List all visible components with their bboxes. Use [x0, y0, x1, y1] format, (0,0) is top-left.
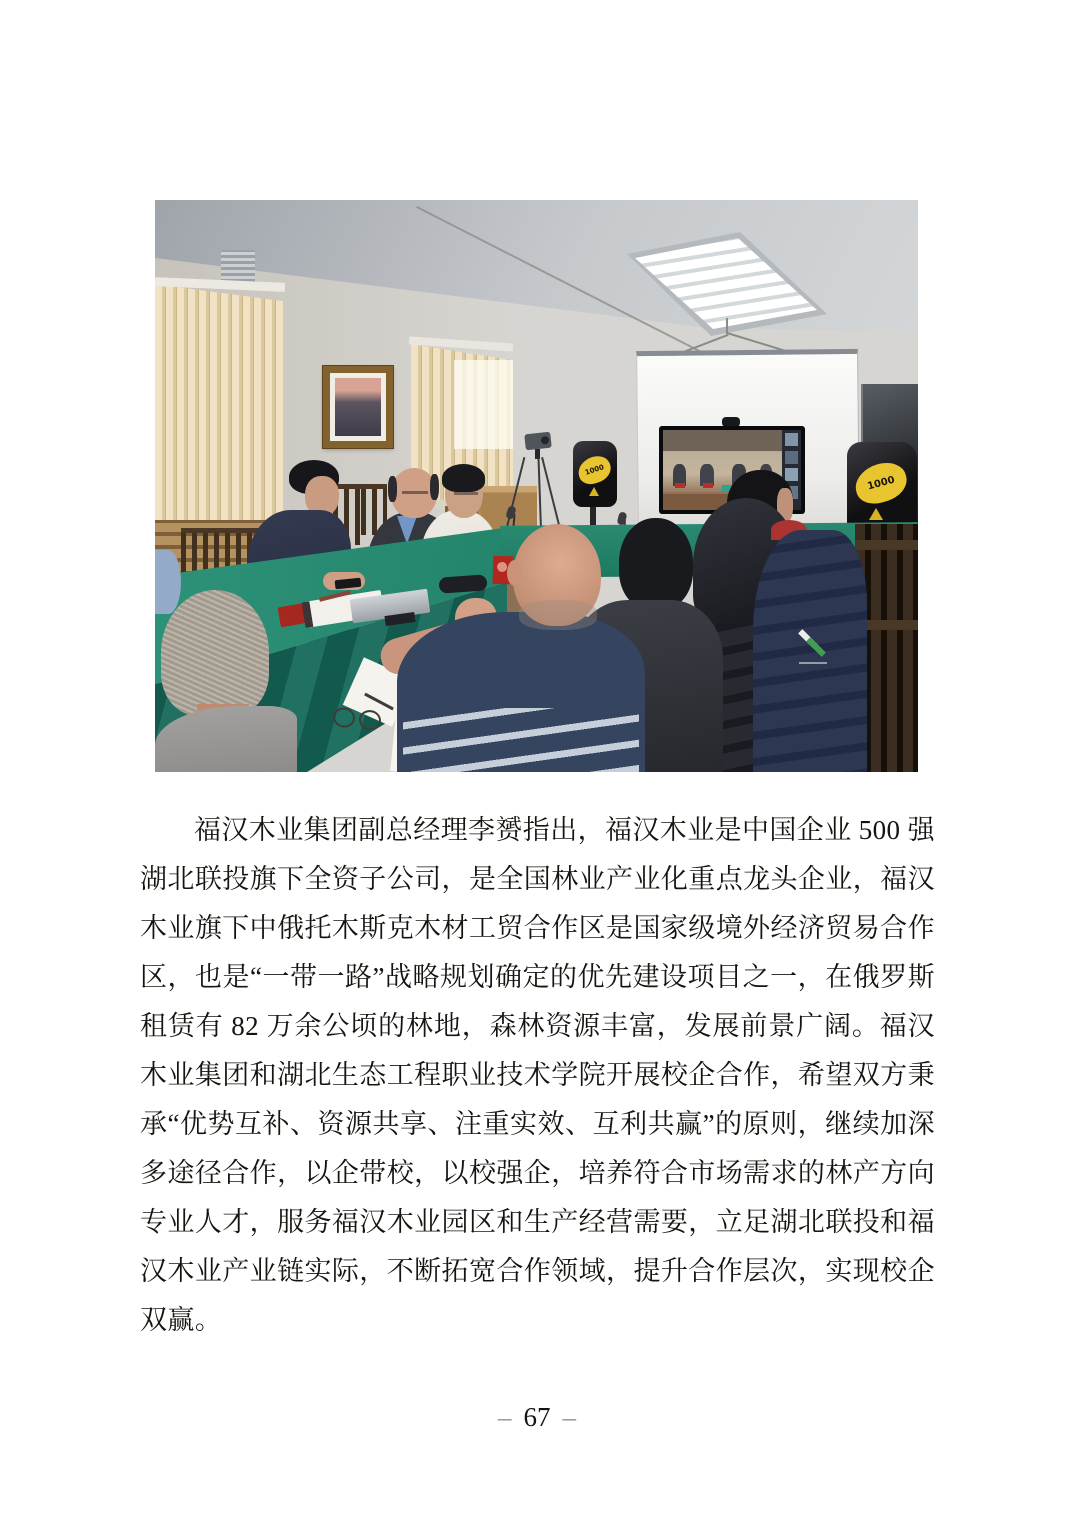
eyeglasses-lens-right	[357, 708, 382, 732]
tv-room-wall	[663, 430, 782, 451]
tv-thumb-2	[785, 451, 799, 464]
speaker-left-triangle	[589, 487, 599, 496]
sign-mark	[497, 562, 507, 572]
person0-blue-sleeve	[155, 550, 181, 614]
man3-hair	[442, 464, 485, 492]
picture-image	[335, 378, 381, 436]
tv-thumb-1	[785, 433, 799, 446]
logo-text-line	[799, 662, 827, 664]
person1-hair	[161, 590, 269, 716]
man2-hair-right	[430, 474, 439, 500]
eyeglasses-lens-left	[331, 706, 356, 730]
page-number: 67	[523, 1402, 551, 1432]
speaker-right-label: 1000	[866, 474, 896, 492]
conference-phone	[439, 574, 488, 593]
framed-picture	[323, 366, 393, 448]
person2-body	[397, 612, 645, 772]
window-blinds-left	[155, 284, 283, 528]
chair-rail-top	[855, 540, 918, 550]
man3-glasses	[454, 492, 478, 495]
sweater-stripes	[403, 708, 639, 772]
tv-red-item-2	[703, 483, 713, 488]
body-paragraph: 福汉木业集团副总经理李赟指出，福汉木业是中国企业 500 强湖北联投旗下全资子公司，是全国林业产业化重点龙头企业，福汉木业旗下中俄托木斯克木材工贸合作区是国家级境外经济贸易合作区，也是“一带一路”战略规划确定的优先建设项目之一，在俄罗斯租赁有 82 万余公顷的林地，森林资源丰富，发展前景广阔。福汉木业集团和湖北生态工程职业技术学院开展校企合作，希望双方秉承“优势互补、资源共享、注重实效、互利共赢”的原则，继续加深多途径合作，以企带校，以校强企，培养符合市场需求的林产方向专业人才，服务福汉木业园区和生产经营需要，立足湖北联投和福汉木业产业链实际，不断拓宽合作领域，提升合作层次，实现校企双赢。	[140, 815, 935, 1335]
mic-head-2	[617, 511, 628, 526]
screen-wire-top	[726, 318, 728, 334]
meeting-photo	[155, 200, 918, 772]
person2-nape	[519, 600, 597, 630]
speaker-left-label: 1000	[583, 463, 605, 477]
speaker-left	[573, 441, 617, 507]
speaker-left-logo	[575, 453, 614, 488]
person3-head	[619, 518, 693, 610]
speaker-right-logo	[851, 458, 911, 508]
person5-jacket-logo	[797, 630, 831, 670]
logo-green-chevron	[806, 637, 826, 657]
speaker-right-triangle	[869, 508, 883, 520]
footer-dash-left: –	[498, 1402, 512, 1432]
person2-ear	[507, 560, 522, 586]
video-camera	[524, 432, 552, 451]
footer-dash-right: –	[562, 1402, 576, 1432]
page-footer	[0, 1402, 1074, 1433]
man2-hair-left	[388, 476, 397, 502]
tv-thumb-3	[785, 468, 799, 481]
man2-glasses	[402, 491, 428, 494]
window-light	[454, 360, 513, 449]
tv-red-item-1	[675, 483, 685, 488]
speaker-right	[847, 442, 917, 534]
camera-lens	[541, 436, 550, 445]
